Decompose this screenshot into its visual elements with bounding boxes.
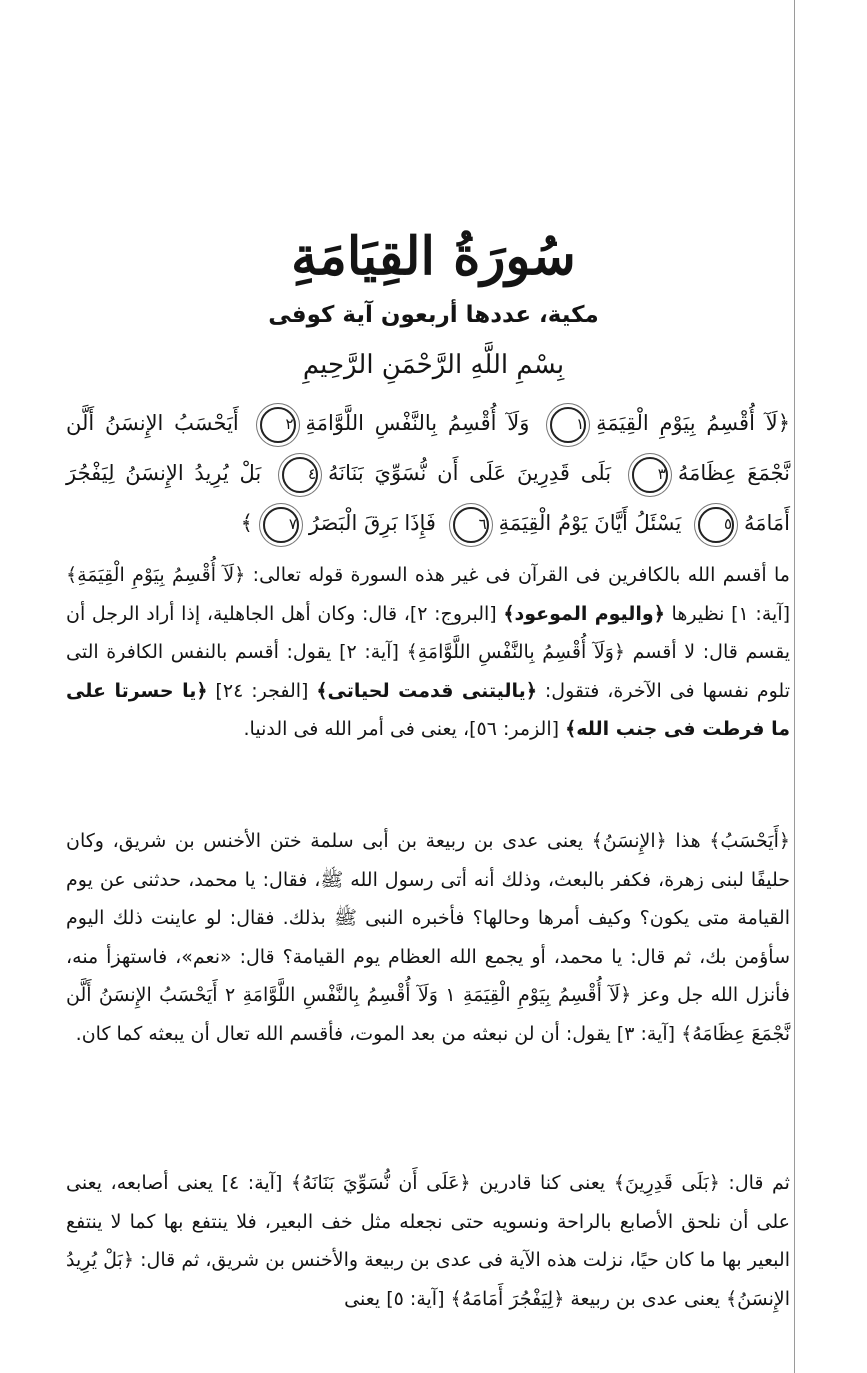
paragraph-text: [آية: ٣] يقول: أن لن نبعثه من بعد الموت، فأقسم الله تعال أن يبعثه كما كان.	[75, 1022, 682, 1045]
quran-quote: ﴿عَلَى أَن نُّسَوِّيَ بَنَانَهُ﴾	[290, 1172, 471, 1194]
paragraph-text: يعنى كنا قادرين	[470, 1172, 614, 1194]
paragraph-text: ما أقسم الله بالكافرين فى القرآن فى غير هذه السورة قوله تعالى:	[245, 564, 790, 586]
quran-quote: ﴿لَآ أُقْسِمُ بِيَوْمِ الْقِيَمَةِ﴾	[66, 564, 246, 586]
commentary-paragraph-2	[66, 822, 790, 1053]
verse-text: وَلَآ أُقْسِمُ بِالنَّفْسِ اللَّوَّامَةِ	[305, 411, 530, 435]
surah-subtitle: مكية، عددها أربعون آية كوفى	[268, 302, 599, 328]
quran-quote: ﴿الإِنسَنُ﴾	[591, 830, 667, 852]
basmala: بِسْمِ اللَّهِ الرَّحْمَنِ الرَّحِيمِ	[302, 350, 565, 380]
paragraph-text: ثم قال:	[719, 1172, 790, 1194]
ayah-number-marker: ٣	[632, 457, 668, 493]
bold-quote: ﴿يا حسرتا على ما فرطت فى جنب الله﴾	[66, 679, 790, 740]
commentary-paragraph-1	[66, 556, 790, 749]
paragraph-text: [البروج: ٢]، قال: وكان أهل الجاهلية، إذا أراد الرجل أن يقسم قال: لا أقسم	[66, 602, 790, 663]
quran-quote: ﴿وَلَآ أُقْسِمُ بِالنَّفْسِ اللَّوَّامَةِ﴾	[406, 641, 626, 663]
verse-text: أَيَحْسَبُ الإِنسَنُ أَلَّن نَّجْمَعَ عِظَامَهُ	[66, 411, 791, 485]
margin-line	[794, 0, 795, 1373]
paragraph-text: [آية: ٤] يعنى أصابعه، يعنى على أن نلحق الأصابع بالراحة ونسويه حتى نجعله مثل خف البعير، فلا ينتفع بها كما لا ينتفع البعير بها ما كان حيًا، نزلت هذه الآية فى عدى بن ربيعة والأخنس بن شريق، ثم قال:	[66, 1172, 790, 1271]
bold-quote: ﴿واليوم الموعود﴾	[503, 602, 665, 625]
verse-text: يَسْئَلُ أَيَّانَ يَوْمُ الْقِيَمَةِ	[498, 511, 682, 535]
verse-text: بَلَى قَدِرِينَ عَلَى أَن نُّسَوِّيَ بَنَانَهُ	[328, 461, 612, 485]
ayah-number-marker: ٧	[263, 507, 299, 543]
paragraph-text: [الزمر: ٥٦]، يعنى فى أمر الله فى الدنيا.	[243, 718, 566, 740]
paragraph-text: هذا	[666, 830, 710, 852]
quran-quote: ﴿بَلَى قَدِرِينَ﴾	[613, 1172, 720, 1194]
quran-verses-block	[66, 398, 790, 548]
quran-quote: ﴿لِيَفْجُرَ أَمَامَهُ﴾	[450, 1287, 565, 1310]
paragraph-text: [آية: ١] نظيرها	[664, 602, 791, 625]
ayah-number-marker: ٦	[453, 507, 489, 543]
ayah-number-marker: ٢	[260, 407, 296, 443]
commentary-paragraph-3	[66, 1164, 790, 1318]
quran-quote: ﴿لَآ أُقْسِمُ بِيَوْمِ الْقِيَمَةِ ١ وَلَآ أُقْسِمُ بِالنَّفْسِ اللَّوَّامَةِ ٢ أَيَحْسَبُ الإِنسَنُ أَلَّن نَّجْمَعَ عِظَامَهُ﴾	[66, 984, 790, 1045]
bold-quote: ﴿ياليتنى قدمت لحياتى﴾	[316, 679, 537, 702]
paragraph-text: [الفجر: ٢٤]	[207, 679, 317, 702]
surah-title: سُورَةُ القِيَامَةِ	[291, 226, 576, 287]
verse-text: ﴿لَآ أُقْسِمُ بِيَوْمِ الْقِيَمَةِ	[596, 411, 790, 435]
ayah-number-marker: ٤	[282, 457, 318, 493]
paragraph-text: [آية: ٢] يقول: أقسم بالنفس الكافرة التى تلوم نفسها فى الآخرة، فتقول:	[66, 641, 790, 702]
verse-text: فَإِذَا بَرِقَ الْبَصَرُ	[308, 511, 436, 535]
verse-text: بَلْ يُرِيدُ الإِنسَنُ لِيَفْجُرَ أَمَامَهُ	[66, 461, 790, 535]
quran-quote: ﴿بَلْ يُرِيدُ الإِنسَنُ﴾	[66, 1249, 790, 1310]
paragraph-text: [آية: ٥] يعنى	[344, 1287, 451, 1310]
paragraph-text: يعنى عدى بن ربيعة بن أبى سلمة ختن الأخنس بن شريق، وكان حليفًا لبنى زهرة، فكفر بالبعث، وذلك أنه أتى رسول الله ﷺ، فقال: يا محمد، حدثنى عن يوم القيامة متى يكون؟ وكيف أمرها وحالها؟ فأخبره النبى ﷺ بذلك. فقال: لو عاينت ذلك اليوم سأؤمن بك، ثم قال: يا محمد، أو يجمع الله العظام يوم القيامة؟ قال: «نعم»، فاستهزأ منه، فأنزل الله جل وعز	[66, 830, 790, 1006]
quran-quote: ﴿أَيَحْسَبُ﴾	[709, 830, 790, 852]
paragraph-text: يعنى عدى بن ربيعة	[564, 1287, 727, 1310]
ayah-number-marker: ١	[550, 407, 586, 443]
verse-end-bracket: ﴾	[240, 511, 253, 535]
ayah-number-marker: ٥	[698, 507, 734, 543]
